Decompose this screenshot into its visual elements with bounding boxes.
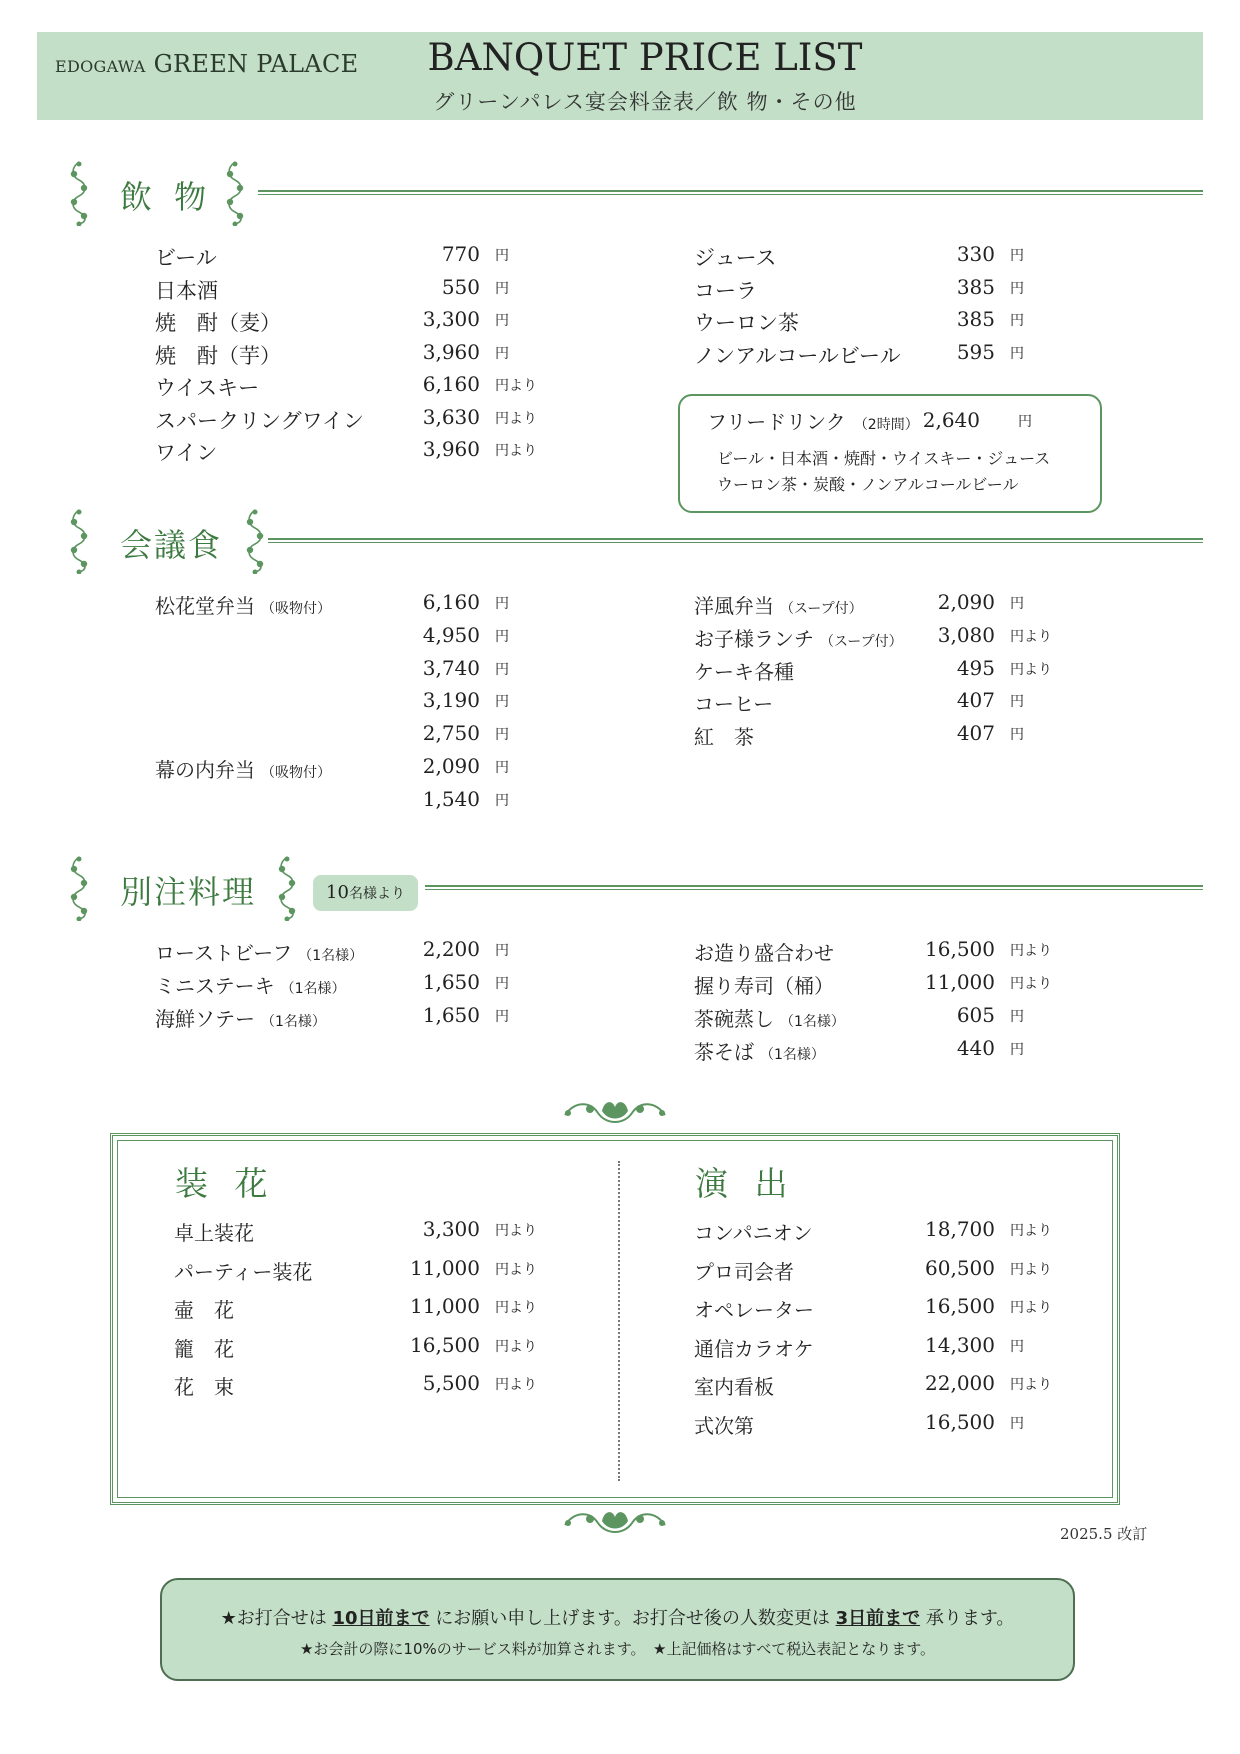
item-unit: 円 bbox=[1010, 345, 1024, 362]
item-price: 14,300 bbox=[925, 1332, 995, 1357]
item-name bbox=[694, 937, 840, 966]
item-price: 22,000 bbox=[925, 1371, 995, 1395]
price-row bbox=[694, 1410, 1080, 1442]
item-unit: 円より bbox=[1010, 661, 1052, 678]
item-unit: 円 bbox=[495, 628, 509, 645]
item-unit: 円 bbox=[1010, 596, 1024, 612]
flourish-icon bbox=[560, 1093, 670, 1133]
item-name bbox=[155, 1003, 326, 1032]
item-note: （1名様） bbox=[780, 1014, 845, 1030]
item-name-text: ローストビーフ bbox=[155, 941, 293, 965]
ornament-icon bbox=[68, 508, 90, 574]
item-unit: 円 bbox=[495, 727, 509, 744]
item-unit: 円 bbox=[1010, 1415, 1024, 1432]
page-subtitle: グリーンパレス宴会料金表／飲 物・その他 bbox=[433, 90, 857, 114]
item-name-text: 海鮮ソテー bbox=[155, 1007, 255, 1031]
price-row bbox=[694, 590, 1080, 622]
item-name-text: 洋風弁当 bbox=[694, 594, 774, 618]
item-unit: 円 bbox=[495, 792, 509, 809]
item-name-text: コーラ bbox=[694, 278, 757, 303]
item-name bbox=[155, 754, 331, 783]
price-row bbox=[155, 340, 565, 372]
item-price: 2,200 bbox=[422, 937, 480, 961]
free-drink-line-2: ウーロン茶・炭酸・ノンアルコールビール bbox=[717, 475, 1019, 494]
item-name-text: ワイン bbox=[155, 441, 218, 465]
item-name bbox=[155, 242, 223, 272]
section-rule bbox=[258, 190, 1203, 195]
item-name bbox=[155, 688, 161, 712]
item-name bbox=[155, 340, 287, 370]
item-price: 6,160 bbox=[422, 590, 480, 614]
item-name-text: お造り盛合わせ bbox=[694, 941, 834, 965]
item-note: （スープ付） bbox=[780, 601, 863, 617]
item-unit: 円 bbox=[1010, 727, 1024, 744]
item-name-text: オペレーター bbox=[694, 1298, 814, 1322]
item-price: 60,500 bbox=[925, 1255, 995, 1280]
item-name-text: プロ司会者 bbox=[694, 1259, 794, 1284]
item-name bbox=[694, 721, 760, 750]
item-price: 385 bbox=[956, 307, 995, 331]
item-name bbox=[155, 275, 224, 305]
item-price: 550 bbox=[441, 274, 480, 299]
price-row bbox=[694, 275, 1080, 307]
item-price: 3,300 bbox=[422, 1217, 480, 1241]
section-rule bbox=[268, 538, 1203, 543]
item-unit: 円 bbox=[495, 596, 509, 612]
ornament-icon bbox=[68, 855, 90, 921]
item-price: 1,650 bbox=[422, 970, 480, 994]
item-unit: 円 bbox=[495, 694, 509, 711]
item-price: 770 bbox=[441, 242, 480, 266]
section-rule bbox=[425, 885, 1203, 890]
page-title: BANQUET PRICE LIST bbox=[427, 36, 863, 79]
notice-text: 承ります。 bbox=[925, 1608, 1015, 1629]
item-price: 330 bbox=[956, 242, 995, 266]
price-row bbox=[155, 590, 565, 622]
item-price: 16,500 bbox=[925, 937, 995, 961]
item-name bbox=[155, 372, 265, 402]
item-unit: 円 bbox=[495, 313, 509, 329]
item-price: 407 bbox=[956, 688, 995, 713]
item-unit: 円 bbox=[495, 760, 509, 776]
price-row bbox=[694, 1036, 1080, 1068]
free-drink-note: （2時間） bbox=[853, 417, 919, 433]
item-note: （1名様） bbox=[760, 1047, 825, 1063]
item-name-text: お子様ランチ bbox=[694, 626, 814, 651]
badge-text: 名様より bbox=[348, 886, 405, 902]
item-name bbox=[694, 307, 805, 337]
item-price: 2,090 bbox=[937, 590, 995, 614]
price-row bbox=[694, 970, 1080, 1002]
item-name-text: ビール bbox=[155, 246, 217, 270]
item-name-text: ウイスキー bbox=[155, 376, 260, 400]
section-heading-meals bbox=[68, 508, 1203, 578]
free-drink-price: 2,640 bbox=[922, 408, 980, 432]
item-unit: 円 bbox=[495, 1009, 509, 1025]
item-name bbox=[155, 437, 223, 467]
item-price: 5,500 bbox=[422, 1371, 480, 1395]
item-name bbox=[174, 1256, 318, 1285]
item-name-text: ウーロン茶 bbox=[694, 311, 799, 335]
item-name bbox=[155, 623, 161, 647]
price-row bbox=[174, 1217, 565, 1249]
item-name bbox=[694, 970, 840, 999]
item-unit: 円 bbox=[495, 943, 509, 959]
item-unit: 円 bbox=[495, 345, 509, 362]
box-title-staging: 演 出 bbox=[695, 1164, 796, 1203]
item-name bbox=[694, 1003, 845, 1032]
item-unit: 円 bbox=[1010, 1338, 1024, 1355]
price-row bbox=[694, 721, 1080, 753]
item-price: 3,960 bbox=[422, 339, 480, 364]
item-unit: 円より bbox=[495, 378, 537, 394]
item-note: （スープ付） bbox=[820, 633, 903, 650]
item-name bbox=[694, 623, 903, 652]
price-row bbox=[155, 688, 565, 720]
item-price: 385 bbox=[956, 274, 995, 299]
price-row bbox=[694, 688, 1080, 720]
item-unit: 円より bbox=[1010, 976, 1052, 992]
item-unit: 円 bbox=[495, 976, 509, 992]
item-unit: 円より bbox=[495, 1223, 537, 1239]
item-name bbox=[694, 1294, 820, 1323]
item-unit: 円より bbox=[495, 1261, 537, 1278]
item-price: 595 bbox=[956, 339, 995, 364]
price-row bbox=[694, 656, 1080, 688]
item-name-text: ミニステーキ bbox=[155, 974, 275, 998]
item-name bbox=[694, 275, 763, 305]
item-name bbox=[174, 1217, 260, 1246]
price-row bbox=[155, 754, 565, 786]
item-unit: 円 bbox=[495, 248, 509, 264]
item-name bbox=[694, 688, 779, 717]
item-name bbox=[155, 656, 161, 680]
item-name-text: 卓上装花 bbox=[174, 1221, 254, 1245]
notice-text: ★お打合せは bbox=[220, 1608, 327, 1629]
price-row bbox=[155, 275, 565, 307]
item-name bbox=[694, 1333, 820, 1362]
badge-number: 10 bbox=[326, 882, 349, 903]
price-row bbox=[155, 1003, 565, 1035]
item-name-text: 紅 茶 bbox=[694, 725, 754, 750]
item-name bbox=[155, 307, 287, 337]
price-row bbox=[155, 307, 565, 339]
revision-date: 2025.5 改訂 bbox=[1060, 1525, 1148, 1543]
item-price: 3,190 bbox=[422, 688, 480, 713]
price-row bbox=[694, 1294, 1080, 1326]
free-drink-box bbox=[678, 394, 1102, 513]
price-row bbox=[694, 242, 1080, 274]
item-name-text: 通信カラオケ bbox=[694, 1336, 814, 1361]
brand-large: GREEN PALACE bbox=[153, 50, 359, 78]
flourish-icon bbox=[560, 1503, 670, 1543]
ornament-icon bbox=[224, 160, 246, 226]
item-name-text: コーヒー bbox=[694, 692, 774, 717]
item-name-text: 茶そば bbox=[694, 1040, 754, 1064]
price-row bbox=[694, 1333, 1080, 1365]
section-heading-special bbox=[68, 855, 1203, 925]
item-price: 3,080 bbox=[937, 622, 995, 647]
item-name bbox=[155, 721, 161, 745]
price-row bbox=[155, 405, 565, 437]
item-unit: 円 bbox=[495, 661, 509, 678]
price-row bbox=[155, 656, 565, 688]
item-price: 3,960 bbox=[422, 437, 480, 461]
item-unit: 円 bbox=[1010, 694, 1024, 711]
item-name-text: 日本酒 bbox=[155, 278, 218, 303]
item-name bbox=[155, 937, 363, 966]
item-name bbox=[155, 970, 346, 999]
ornament-icon bbox=[68, 160, 90, 226]
item-name-text: 焼 酎（麦） bbox=[155, 311, 281, 335]
free-drink-items bbox=[717, 446, 1050, 498]
price-row bbox=[694, 1371, 1080, 1403]
item-name bbox=[174, 1371, 240, 1400]
item-name-text: 幕の内弁当 bbox=[155, 758, 255, 782]
section-title-special: 別注料理 bbox=[120, 873, 257, 911]
item-name bbox=[694, 242, 783, 272]
item-unit: 円 bbox=[1010, 1009, 1024, 1025]
price-row bbox=[174, 1333, 565, 1365]
price-row bbox=[155, 970, 565, 1002]
item-price: 1,540 bbox=[422, 786, 480, 811]
item-name bbox=[694, 1036, 825, 1065]
item-name-text: パーティー装花 bbox=[174, 1259, 313, 1284]
price-row bbox=[694, 340, 1080, 372]
item-price: 1,650 bbox=[422, 1003, 480, 1027]
item-unit: 円より bbox=[495, 1300, 537, 1316]
item-name bbox=[694, 590, 863, 619]
item-unit: 円より bbox=[1010, 1223, 1052, 1239]
item-name-text: 壷 花 bbox=[174, 1298, 234, 1322]
item-name bbox=[694, 656, 800, 685]
item-name-text: 握り寿司（桶） bbox=[694, 974, 834, 998]
ornament-icon bbox=[276, 855, 298, 921]
item-note: （1名様） bbox=[280, 981, 346, 997]
item-price: 11,000 bbox=[410, 1255, 480, 1280]
item-unit: 円 bbox=[1010, 248, 1024, 264]
box-divider bbox=[618, 1161, 620, 1481]
item-name-text: 式次第 bbox=[694, 1413, 754, 1438]
item-price: 16,500 bbox=[925, 1294, 995, 1318]
ornament-icon bbox=[244, 508, 266, 574]
item-price: 495 bbox=[956, 655, 995, 680]
notice-deadline-3: 3日前まで bbox=[835, 1608, 921, 1629]
item-name bbox=[694, 1256, 800, 1285]
item-name-text: コンパニオン bbox=[694, 1221, 813, 1245]
item-name-text: 焼 酎（芋） bbox=[155, 343, 281, 368]
price-row bbox=[694, 1256, 1080, 1288]
min-guests-badge bbox=[313, 875, 418, 911]
price-row bbox=[694, 937, 1080, 969]
price-row bbox=[694, 1003, 1080, 1035]
item-price: 16,500 bbox=[925, 1409, 995, 1434]
item-unit: 円より bbox=[495, 410, 537, 427]
item-price: 3,630 bbox=[422, 404, 480, 429]
price-row bbox=[155, 937, 565, 969]
brand-small: EDOGAWA bbox=[55, 57, 146, 76]
section-title-meals: 会議食 bbox=[120, 526, 223, 564]
item-unit: 円より bbox=[495, 443, 537, 459]
price-row bbox=[155, 242, 565, 274]
item-name bbox=[155, 405, 370, 435]
item-name bbox=[155, 787, 161, 811]
item-price: 440 bbox=[956, 1036, 995, 1060]
item-name bbox=[174, 1333, 240, 1362]
price-row bbox=[155, 787, 565, 819]
notice-text: にお願い申し上げます。お打合せ後の人数変更は bbox=[435, 1608, 830, 1629]
item-name-text: 籠 花 bbox=[174, 1336, 234, 1361]
item-name-text: 茶碗蒸し bbox=[694, 1007, 774, 1031]
item-name bbox=[694, 1410, 760, 1439]
item-name bbox=[694, 1371, 780, 1400]
free-drink-line-1: ビール・日本酒・焼酎・ウイスキー・ジュース bbox=[717, 449, 1051, 468]
item-unit: 円より bbox=[1010, 1377, 1052, 1393]
item-name-text: ケーキ各種 bbox=[694, 659, 794, 684]
item-name bbox=[155, 590, 331, 619]
item-unit: 円 bbox=[1010, 1042, 1024, 1058]
item-name-text: 室内看板 bbox=[694, 1375, 774, 1399]
free-drink-label: フリードリンク bbox=[707, 410, 846, 434]
notice-box bbox=[160, 1578, 1075, 1681]
item-name bbox=[174, 1294, 240, 1323]
price-row bbox=[694, 307, 1080, 339]
item-name-text: 松花堂弁当 bbox=[155, 594, 255, 618]
item-note: （1名様） bbox=[261, 1014, 326, 1030]
item-unit: 円より bbox=[1010, 628, 1052, 645]
price-row bbox=[174, 1256, 565, 1288]
item-price: 11,000 bbox=[410, 1294, 480, 1318]
item-unit: 円 bbox=[1010, 313, 1024, 329]
item-unit: 円より bbox=[1010, 1261, 1052, 1278]
price-row bbox=[694, 623, 1080, 655]
item-unit: 円より bbox=[495, 1338, 537, 1355]
section-title-drinks: 飲 物 bbox=[120, 178, 213, 216]
notice-line-1 bbox=[162, 1604, 1073, 1630]
item-price: 11,000 bbox=[925, 970, 995, 994]
price-row bbox=[155, 721, 565, 753]
price-row bbox=[174, 1294, 565, 1326]
notice-line-2: ★お会計の際に10%のサービス料が加算されます。 ★上記価格はすべて税込表記となります。 bbox=[299, 1640, 936, 1658]
item-note: （吸物付） bbox=[261, 765, 331, 781]
item-price: 3,300 bbox=[422, 307, 480, 331]
item-name-text: 花 束 bbox=[174, 1375, 234, 1399]
header-band bbox=[37, 32, 1203, 120]
item-name-text: ジュース bbox=[694, 246, 777, 270]
item-price: 407 bbox=[956, 721, 995, 746]
item-price: 16,500 bbox=[410, 1332, 480, 1357]
price-row bbox=[155, 437, 565, 469]
price-row bbox=[174, 1371, 565, 1403]
item-name-text: ノンアルコールビール bbox=[694, 343, 901, 368]
item-price: 4,950 bbox=[422, 622, 480, 647]
item-price: 2,750 bbox=[422, 721, 480, 746]
item-note: （吸物付） bbox=[261, 601, 331, 617]
section-heading-drinks bbox=[68, 160, 1203, 230]
price-row bbox=[155, 372, 565, 404]
price-row bbox=[155, 623, 565, 655]
price-row bbox=[694, 1217, 1080, 1249]
item-unit: 円 bbox=[1010, 280, 1024, 297]
item-unit: 円 bbox=[495, 280, 509, 297]
item-price: 3,740 bbox=[422, 655, 480, 680]
item-unit: 円より bbox=[1010, 943, 1052, 959]
item-note: （1名様） bbox=[298, 948, 364, 964]
item-price: 605 bbox=[956, 1003, 995, 1027]
item-name-text: スパークリングワイン bbox=[155, 408, 364, 433]
item-price: 18,700 bbox=[925, 1217, 995, 1241]
item-unit: 円より bbox=[1010, 1300, 1052, 1316]
item-price: 2,090 bbox=[422, 754, 480, 778]
notice-deadline-10: 10日前まで bbox=[332, 1608, 430, 1629]
item-price: 6,160 bbox=[422, 372, 480, 396]
item-unit: 円より bbox=[495, 1377, 537, 1393]
item-name bbox=[694, 1217, 819, 1246]
box-title-flowers: 装 花 bbox=[175, 1164, 276, 1203]
free-drink-unit: 円 bbox=[1018, 414, 1032, 430]
